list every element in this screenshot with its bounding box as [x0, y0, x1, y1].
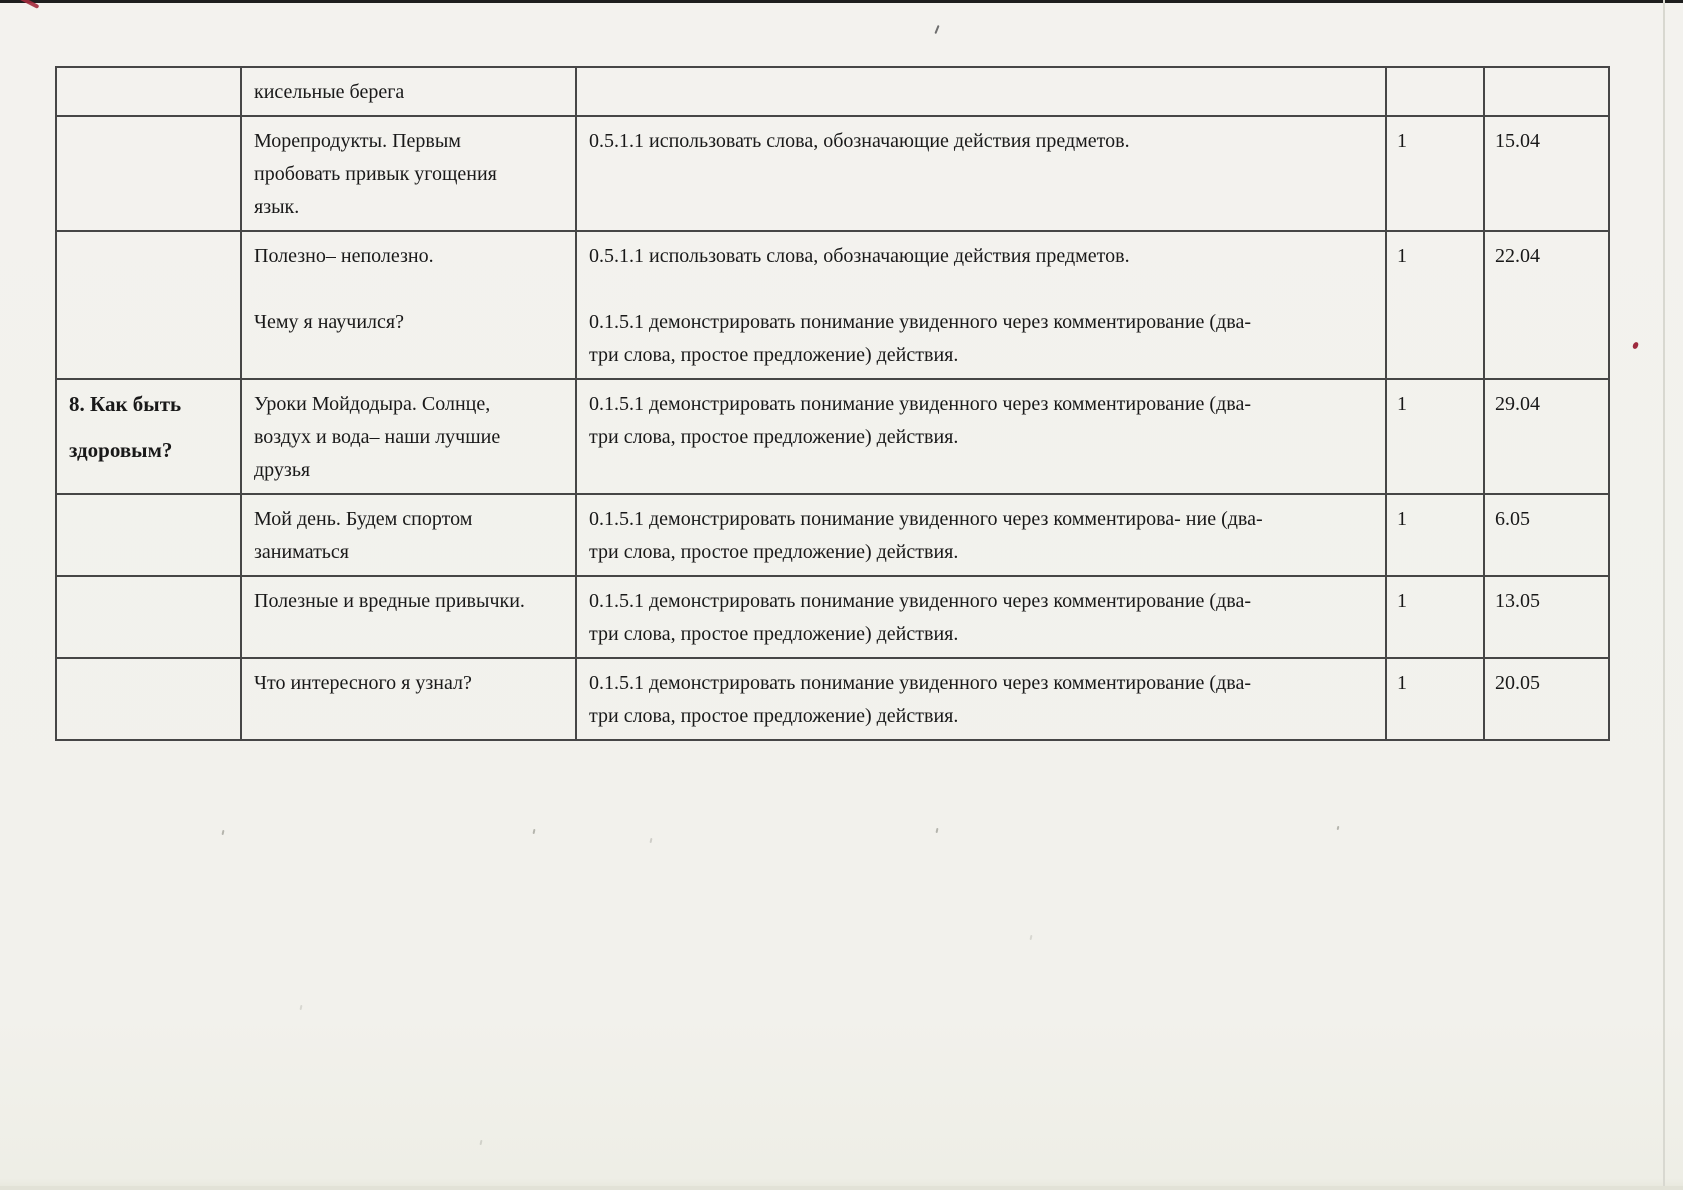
topic-line: Морепродукты. Первым	[254, 130, 461, 152]
date-cell: 29.04	[1484, 379, 1609, 494]
topic-cell	[241, 658, 576, 740]
hours-cell: 1	[1386, 658, 1484, 740]
topic-line: Полезно– неполезно.	[254, 245, 434, 267]
section-cell	[56, 576, 241, 658]
scan-speck	[1030, 935, 1033, 940]
table-row	[56, 658, 1609, 740]
date-cell: 6.05	[1484, 494, 1609, 576]
topic-cell	[241, 576, 576, 658]
objectives-cell	[576, 576, 1386, 658]
hours-cell: 1	[1386, 494, 1484, 576]
objective-line: 0.5.1.1 использовать слова, обозначающие действия предметов.	[589, 130, 1130, 152]
hours-cell: 1	[1386, 116, 1484, 231]
lesson-plan-table	[55, 66, 1610, 741]
scan-edge-bottom	[0, 1186, 1683, 1190]
objective-line: три слова, простое предложение) действия.	[589, 705, 959, 727]
topic-line: язык.	[254, 196, 300, 218]
objective-line: три слова, простое предложение) действия.	[589, 426, 959, 448]
section-cell	[56, 116, 241, 231]
table-row	[56, 494, 1609, 576]
scan-speck	[650, 838, 653, 843]
table-row	[56, 67, 1609, 116]
topic-cell	[241, 494, 576, 576]
section-cell	[56, 67, 241, 116]
objective-line: три слова, простое предложение) действия.	[589, 541, 959, 563]
scan-speck	[480, 1140, 483, 1145]
topic-cell	[241, 67, 576, 116]
section-cell	[56, 658, 241, 740]
scan-speck	[300, 1005, 303, 1010]
scan-speck	[1337, 826, 1340, 830]
date-cell: 22.04	[1484, 231, 1609, 379]
objective-line: 0.1.5.1 демонстрировать понимание увиденного через комментирование (два-	[589, 672, 1251, 694]
section-cell	[56, 379, 241, 494]
topic-line: Мой день. Будем спортом	[254, 508, 473, 530]
topic-line: Полезные и вредные привычки.	[254, 590, 525, 612]
topic-line: кисельные берега	[254, 81, 405, 103]
table-row	[56, 576, 1609, 658]
section-title-line: здоровым?	[69, 438, 173, 462]
topic-cell	[241, 116, 576, 231]
section-title-line: 8. Как быть	[69, 392, 182, 416]
hours-cell: 1	[1386, 379, 1484, 494]
topic-line: Уроки Мойдодыра. Солнце,	[254, 393, 491, 415]
objective-line: 0.1.5.1 демонстрировать понимание увиденного через комментирование (два-	[589, 393, 1251, 415]
scan-speck	[533, 829, 536, 834]
scan-speck	[934, 25, 939, 34]
objectives-cell	[576, 231, 1386, 379]
section-cell	[56, 231, 241, 379]
objectives-cell	[576, 658, 1386, 740]
objective-line: 0.5.1.1 использовать слова, обозначающие действия предметов.	[589, 245, 1130, 267]
red-pen-speck	[1632, 341, 1639, 349]
objectives-cell	[576, 116, 1386, 231]
objectives-cell	[576, 494, 1386, 576]
objectives-cell	[576, 379, 1386, 494]
topic-line: Чему я научился?	[254, 311, 404, 333]
table-row	[56, 379, 1609, 494]
objective-line: 0.1.5.1 демонстрировать понимание увиденного через комментирова- ние (два-	[589, 508, 1263, 530]
hours-cell: 1	[1386, 231, 1484, 379]
objective-line: три слова, простое предложение) действия.	[589, 344, 959, 366]
topic-cell	[241, 231, 576, 379]
scan-speck	[936, 828, 939, 833]
topic-line: воздух и вода– наши лучшие	[254, 426, 501, 448]
topic-line: пробовать привык угощения	[254, 163, 497, 185]
date-cell: 15.04	[1484, 116, 1609, 231]
objectives-cell	[576, 67, 1386, 116]
paper-edge-line	[1663, 0, 1665, 1190]
table-row	[56, 116, 1609, 231]
hours-cell: 1	[1386, 576, 1484, 658]
objective-line: 0.1.5.1 демонстрировать понимание увиденного через комментирование (два-	[589, 311, 1251, 333]
hours-cell	[1386, 67, 1484, 116]
table-row	[56, 231, 1609, 379]
date-cell: 20.05	[1484, 658, 1609, 740]
date-cell	[1484, 67, 1609, 116]
objective-line: три слова, простое предложение) действия.	[589, 623, 959, 645]
topic-line: друзья	[254, 459, 311, 481]
objective-line: 0.1.5.1 демонстрировать понимание увиденного через комментирование (два-	[589, 590, 1251, 612]
scan-speck	[222, 830, 225, 835]
section-cell	[56, 494, 241, 576]
topic-line: заниматься	[254, 541, 349, 563]
date-cell: 13.05	[1484, 576, 1609, 658]
topic-cell	[241, 379, 576, 494]
scan-edge-top	[0, 0, 1683, 3]
topic-line: Что интересного я узнал?	[254, 672, 472, 694]
